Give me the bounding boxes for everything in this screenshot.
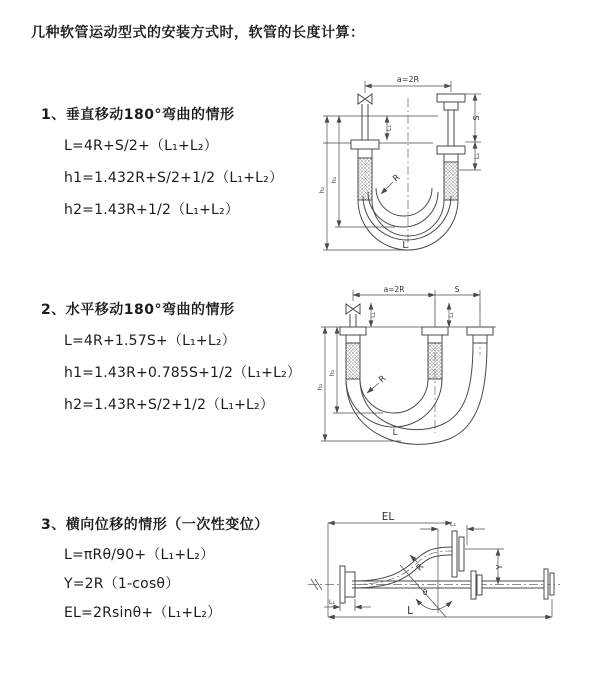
diagram-lateral-displacement <box>300 505 600 659</box>
lateral-displacement-drawing <box>300 505 600 655</box>
flange-fitting <box>452 531 457 577</box>
diagram-horizontal-180 <box>311 283 596 459</box>
flange-fitting <box>444 102 458 110</box>
valve-icon <box>358 94 372 104</box>
flange-fitting <box>428 335 442 343</box>
hose-curve <box>352 555 452 588</box>
flange-fitting <box>467 327 493 335</box>
flange-fitting <box>358 149 372 158</box>
flange-fitting <box>346 335 360 343</box>
formula: h1=1.432R+S/2+1/2（L₁+L₂） <box>64 170 284 186</box>
hose-curve <box>376 188 432 216</box>
dim-label-l1-pipe: L₁ <box>385 124 393 132</box>
dim-label-a2r: a=2R <box>383 285 405 294</box>
formula: L=4R+S/2+（L₁+L₂） <box>64 138 218 154</box>
dim-label-l1-left: L₁ <box>370 312 377 318</box>
flange-fitting <box>437 94 465 102</box>
dim-label-a2r: a=2R <box>396 75 420 84</box>
section-1-formulas <box>64 130 283 226</box>
dim-label-l1-left: L₁ <box>328 598 336 606</box>
dim-label-h2: h₂ <box>318 186 326 194</box>
vertical-180-drawing <box>313 70 585 258</box>
formula: h1=1.43R+0.785S+1/2（L₁+L₂） <box>64 365 302 381</box>
flange-fitting <box>459 537 464 571</box>
dim-label-l: L <box>407 605 413 617</box>
flange-fitting <box>340 566 345 603</box>
dim-label-s: S <box>454 285 460 294</box>
section-3-formulas <box>64 541 221 628</box>
formula: h2=1.43R+1/2（L₁+L₂） <box>64 202 240 218</box>
flange-fitting <box>473 335 487 343</box>
dim-label-r: R <box>391 172 403 185</box>
dim-label-h2: h₂ <box>316 383 324 391</box>
section-2-formulas <box>64 325 301 421</box>
formula: h2=1.43R+S/2+1/2（L₁+L₂） <box>64 397 275 413</box>
dim-label-el: EL <box>381 511 395 523</box>
dim-label-l: L <box>392 428 398 438</box>
dim-label-s: S <box>472 115 481 121</box>
formula: EL=2Rsinθ+（L₁+L₂） <box>64 605 222 621</box>
flange-fitting <box>437 146 465 154</box>
dim-label-l: L <box>402 240 408 251</box>
dim-label-r: R <box>414 562 427 574</box>
formula: L=4R+1.57S+（L₁+L₂） <box>64 333 236 349</box>
formula: Y=2R（1-cosθ） <box>64 576 180 592</box>
hose-curve <box>346 343 487 444</box>
flange-fitting <box>444 154 458 162</box>
braided-hose-section <box>444 162 458 200</box>
hose-curve <box>360 379 428 413</box>
diagram-vertical-180 <box>313 70 585 262</box>
dim-label-l1-mid: L₁ <box>448 312 455 318</box>
valve-icon <box>346 304 360 314</box>
section-3-heading: 3、横向位移的情形（一次性变位） <box>41 517 269 533</box>
flange-fitting <box>471 571 476 599</box>
page-title: 几种软管运动型式的安装方式时，软管的长度计算： <box>31 25 365 41</box>
hose-curve <box>368 192 438 227</box>
dim-label-theta: θ <box>422 588 428 597</box>
dim-label-l1-top: L₁ <box>449 520 457 528</box>
dim-label-y: Y <box>495 564 504 570</box>
flange-fitting <box>544 569 548 599</box>
flange-fitting <box>477 575 482 595</box>
flange-fitting <box>351 140 379 149</box>
dim-label-h1: h₁ <box>328 369 336 377</box>
braided-hose-section <box>346 343 360 379</box>
dim-label-h1: h₁ <box>330 176 338 184</box>
braided-hose-section <box>428 343 442 379</box>
flange-fitting <box>340 327 366 335</box>
dim-label-l1-right: L₁ <box>473 152 481 160</box>
section-1-heading: 1、垂直移动180°弯曲的情形 <box>41 107 235 123</box>
section-2-heading: 2、水平移动180°弯曲的情形 <box>41 302 235 318</box>
braided-hose-section <box>358 158 372 200</box>
horizontal-180-drawing <box>311 283 596 455</box>
flange-fitting <box>550 573 554 595</box>
flange-fitting <box>422 327 448 335</box>
dim-label-r: R <box>377 373 389 386</box>
formula: L=πRθ/90+（L₁+L₂） <box>64 547 215 563</box>
hose-curve <box>360 343 473 430</box>
